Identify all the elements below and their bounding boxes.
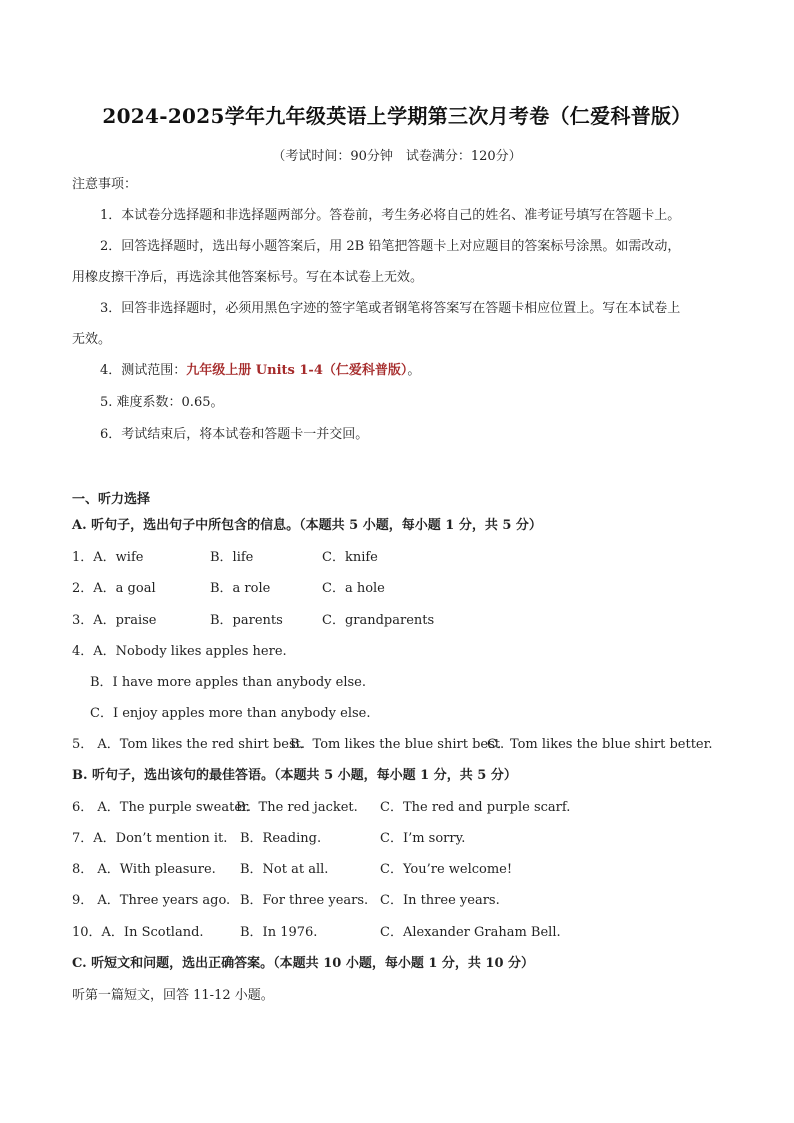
note-4-prefix: 4．测试范围： [100, 363, 187, 378]
q9-option-b: B．For three years. [240, 893, 369, 908]
q10-option-a: 10．A．In Scotland. [72, 925, 204, 940]
q3-option-b: B．parents [210, 613, 283, 628]
question-6 [72, 800, 571, 816]
q9-option-a: 9． A．Three years ago. [72, 893, 231, 908]
q1-option-b: B．life [210, 550, 254, 565]
q1-option-c: C．knife [322, 550, 378, 565]
notes-heading: 注意事项： [72, 177, 138, 192]
q2-option-b: B．a role [210, 581, 271, 596]
note-4 [100, 363, 420, 379]
question-7 [72, 831, 466, 847]
q6-option-b: B．The red jacket. [236, 800, 358, 815]
q10-option-c: C．Alexander Graham Bell. [380, 925, 561, 940]
question-2 [72, 581, 385, 597]
note-3-line-1: 3．回答非选择题时，必须用黑色字迹的签字笔或者钢笔将答案写在答题卡相应位置上。写在本试卷上 [100, 301, 681, 316]
note-5: 5. 难度系数：0.65。 [100, 395, 224, 410]
part-c-heading: C. 听短文和问题，选出正确答案。（本题共 10 小题，每小题 1 分，共 10 分） [72, 956, 535, 971]
q8-option-a: 8． A．With pleasure. [72, 862, 216, 877]
q3-option-c: C．grandparents [322, 613, 435, 628]
q6-option-c: C．The red and purple scarf. [380, 800, 571, 815]
question-10 [72, 925, 561, 941]
q6-option-a: 6． A．The purple sweater. [72, 800, 251, 815]
q9-option-c: C．In three years. [380, 893, 500, 908]
question-8 [72, 862, 513, 878]
part-c-instruction: 听第一篇短文，回答 11-12 小题。 [72, 988, 274, 1003]
q2-option-a: 2．A．a goal [72, 581, 156, 596]
q7-option-c: C．I’m sorry. [380, 831, 466, 846]
q10-option-b: B．In 1976. [240, 925, 318, 940]
q7-option-a: 7．A．Don’t mention it. [72, 831, 228, 846]
part-a-heading: A. 听句子，选出句子中所包含的信息。（本题共 5 小题，每小题 1 分，共 5 分） [72, 518, 542, 533]
q5-option-a: 5． A．Tom likes the red shirt best. [72, 737, 306, 752]
q3-option-a: 3．A．praise [72, 613, 157, 628]
note-4-suffix: 。 [407, 363, 421, 378]
note-1: 1．本试卷分选择题和非选择题两部分。答卷前，考生务必将自己的姓名、准考证号填写在答题卡上。 [100, 208, 681, 223]
q8-option-b: B．Not at all. [240, 862, 329, 877]
page-title: 2024-2025学年九年级英语上学期第三次月考卷（仁爱科普版） [102, 104, 692, 128]
q7-option-b: B．Reading. [240, 831, 322, 846]
question-1 [72, 550, 378, 566]
question-3 [72, 613, 435, 629]
test-scope-highlight: 九年级上册 Units 1-4（仁爱科普版） [186, 363, 408, 378]
q4-option-a: 4．A．Nobody likes apples here. [72, 644, 287, 659]
exam-meta: （考试时间：90分钟 试卷满分：120分） [272, 149, 522, 164]
question-5 [72, 737, 713, 753]
q4-option-c: C．I enjoy apples more than anybody else. [90, 706, 371, 721]
q4-option-b: B．I have more apples than anybody else. [90, 675, 366, 690]
question-9 [72, 893, 500, 909]
part-b-heading: B. 听句子，选出该句的最佳答语。（本题共 5 小题，每小题 1 分，共 5 分） [72, 768, 517, 783]
note-3-line-2: 无效。 [72, 332, 112, 347]
q5-option-b: B．Tom likes the blue shirt best. [290, 737, 505, 752]
note-6: 6．考试结束后，将本试卷和答题卡一并交回。 [100, 427, 369, 442]
q5-option-c: C．Tom likes the blue shirt better. [487, 737, 713, 752]
q2-option-c: C．a hole [322, 581, 385, 596]
note-2-line-2: 用橡皮擦干净后，再选涂其他答案标号。写在本试卷上无效。 [72, 270, 424, 285]
q8-option-c: C．You’re welcome! [380, 862, 513, 877]
q1-option-a: 1．A．wife [72, 550, 144, 565]
section-heading-listening: 一、听力选择 [72, 492, 151, 507]
note-2-line-1: 2．回答选择题时，选出每小题答案后，用 2B 铅笔把答题卡上对应题目的答案标号涂黑。如需改动， [100, 239, 681, 254]
